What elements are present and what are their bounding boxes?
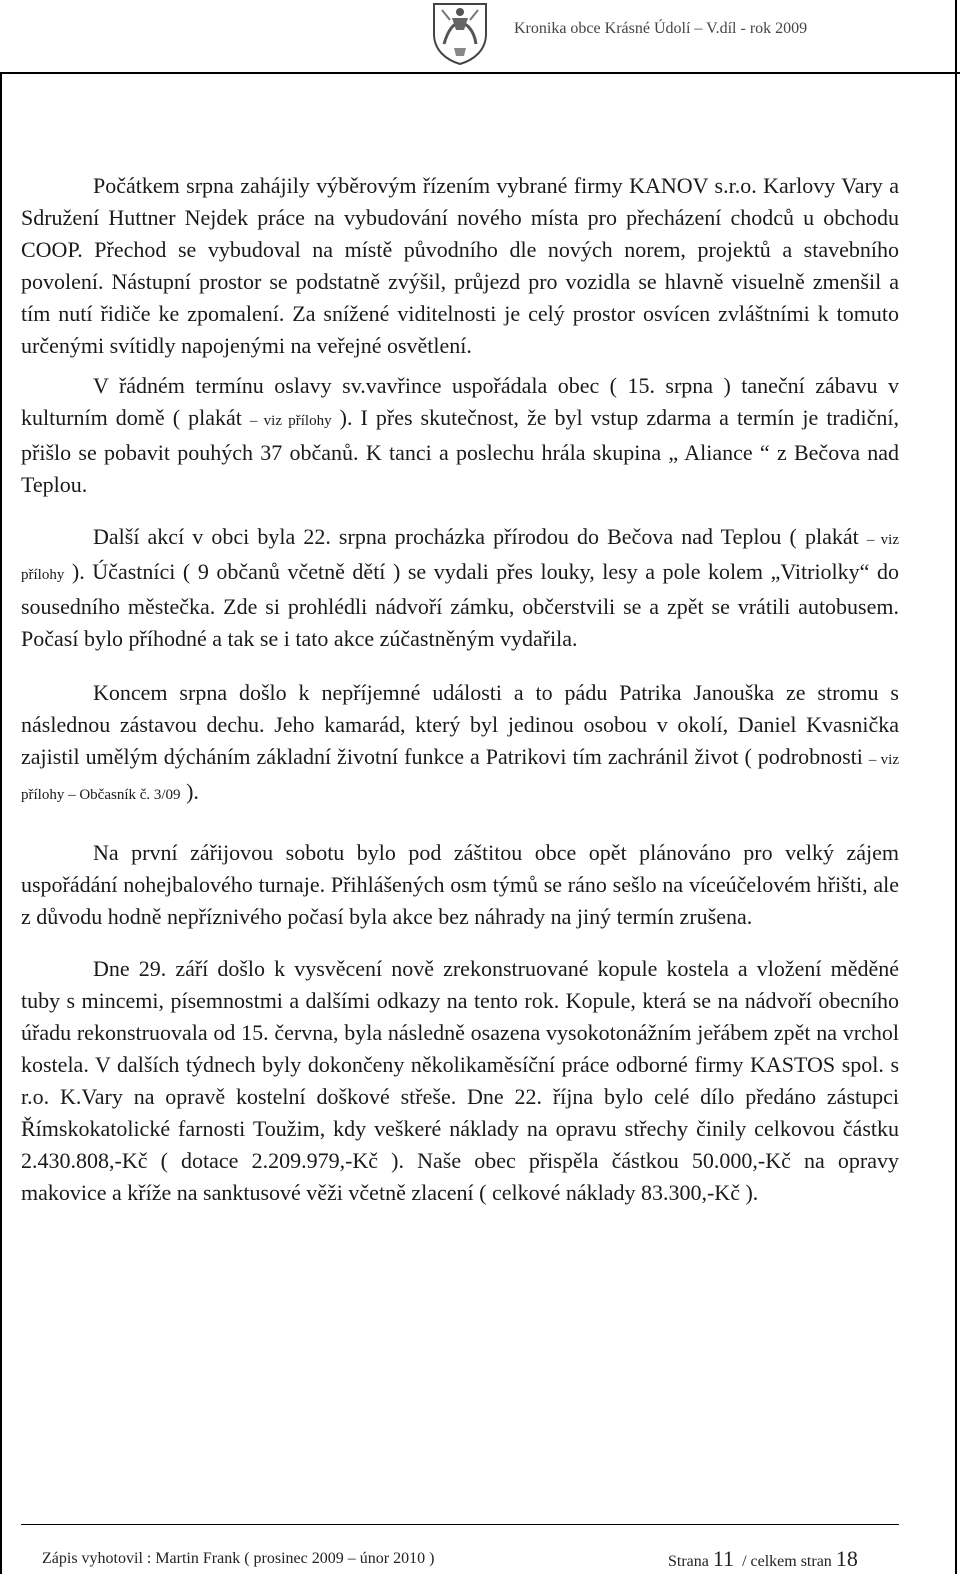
top-rule (0, 72, 960, 74)
page-number: 11 (712, 1546, 735, 1571)
total-label: / celkem stran (742, 1553, 832, 1570)
footer-author: Zápis vyhotovil : Martin Frank ( prosinec 2009 – únor 2010 ) (42, 1550, 435, 1567)
chronicle-title: Kronika obce Krásné Údolí – V.díl - rok 2009 (514, 20, 808, 37)
text-run: Počátkem srpna zahájily výběrovým řízením vybrané firmy KANOV s.r.o. Karlovy Vary a Sdružení Huttner Nejdek práce na vybudování nového místa pro přecházení chodců u obchodu COOP. Přechod se vybudoval na místě původního dle nových norem, projektů a stavebního povolení. Nástupní prostor se podstatně zvýšil, průjezd pro vozidla se hlavně visuelně zmenšil a tím nutí řidiče ke zpomalení. Za snížené viditelnosti je celý prostor osvícen zvláštními k tomuto určenými svítidly napojenými na veřejné osvětlení. (21, 173, 899, 358)
reference-note: – viz přílohy (249, 413, 332, 429)
reference-note: – viz přílohy – Občasník č. 3/09 (21, 752, 899, 803)
text-run: Na první zářijovou sobotu bylo pod záštitou obce opět plánováno pro velký zájem uspořádání nohejbalového turnaje. Přihlášených osm týmů se ráno sešlo na víceúčelovém hřišti, ale z důvodu hodně nepříznivého počasí byla akce bez náhrady na jiný termín zrušena. (21, 840, 899, 929)
text-run: Koncem srpna došlo k nepříjemné události a to pádu Patrika Janouška ze stromu s následnou zástavou dechu. Jeho kamarád, který byl jedinou osobou v okolí, Daniel Kvasnička zajistil umělým dýcháním základní životní funkce a Patrikovi tím zachránil život ( podrobnosti (21, 680, 899, 769)
total-pages: 18 (835, 1546, 858, 1571)
text-run: V řádném termínu oslavy sv.vavřince uspořádala obec ( 15. srpna ) taneční zábavu v kulturním domě ( plakát (21, 373, 899, 430)
paragraph-pedestrian-crossing (21, 170, 899, 362)
paragraph-accident (21, 677, 899, 811)
text-run: Další akcí v obci byla 22. srpna procházka přírodou do Bečova nad Teplou ( plakát (93, 524, 867, 549)
paragraph-dance-party (21, 370, 899, 501)
text-run: ). I přes skutečnost, že byl vstup zdarma a termín je tradiční, přišlo se pobavit pouhých 37 občanů. K tanci a poslechu hrála skupina „ Aliance “ z Bečova nad Teplou. (21, 405, 900, 497)
left-rule (0, 72, 2, 1574)
page-label: Strana (668, 1553, 709, 1570)
chronicle-text (21, 170, 899, 1209)
paragraph-tournament (21, 837, 899, 933)
municipal-coat-of-arms-icon (430, 0, 490, 66)
paragraph-church-dome (21, 953, 899, 1209)
text-run: ). Účastníci ( 9 občanů včetně dětí ) se vydali přes louky, lesy a pole kolem „Vitriolky“ do sousedního městečka. Zde si prohlédli nádvoří zámku, občerstvili se a zpět se vrátili autobusem. Počasí bylo příhodné a tak se i tato akce zúčastněným vydařila. (21, 559, 899, 651)
reference-note: – viz přílohy (21, 532, 899, 583)
paragraph-nature-walk (21, 521, 899, 655)
text-run: Dne 29. září došlo k vysvěcení nově zrekonstruované kopule kostela a vložení měděné tuby s mincemi, písemnostmi a dalšími odkazy na tento rok. Kopule, která se na nádvoří obecního úřadu rekonstruovala od 15. června, byla následně osazena vysokotonážním jeřábem zpět na vrchol kostela. V dalších týdnech byly dokončeny několikaměsíční práce odborné firmy KASTOS spol. s r.o. K.Vary na opravě kostelní doškové střeše. Dne 22. října bylo celé dílo předáno zástupci Římskokatolické farnosti Toužim, kdy veškeré náklady na opravu střechy činily celkovou částku 2.430.808,-Kč ( dotace 2.209.979,-Kč ). Naše obec přispěla částkou 50.000,-Kč na opravy makovice a kříže na sanktusové věži včetně zlacení ( celkové náklady 83.300,-Kč ). (21, 956, 899, 1205)
footer-page-info (668, 1546, 858, 1572)
footer-rule (21, 1524, 899, 1525)
right-rule (955, 0, 957, 1574)
text-run: ). (180, 779, 199, 804)
page-header (0, 0, 960, 80)
